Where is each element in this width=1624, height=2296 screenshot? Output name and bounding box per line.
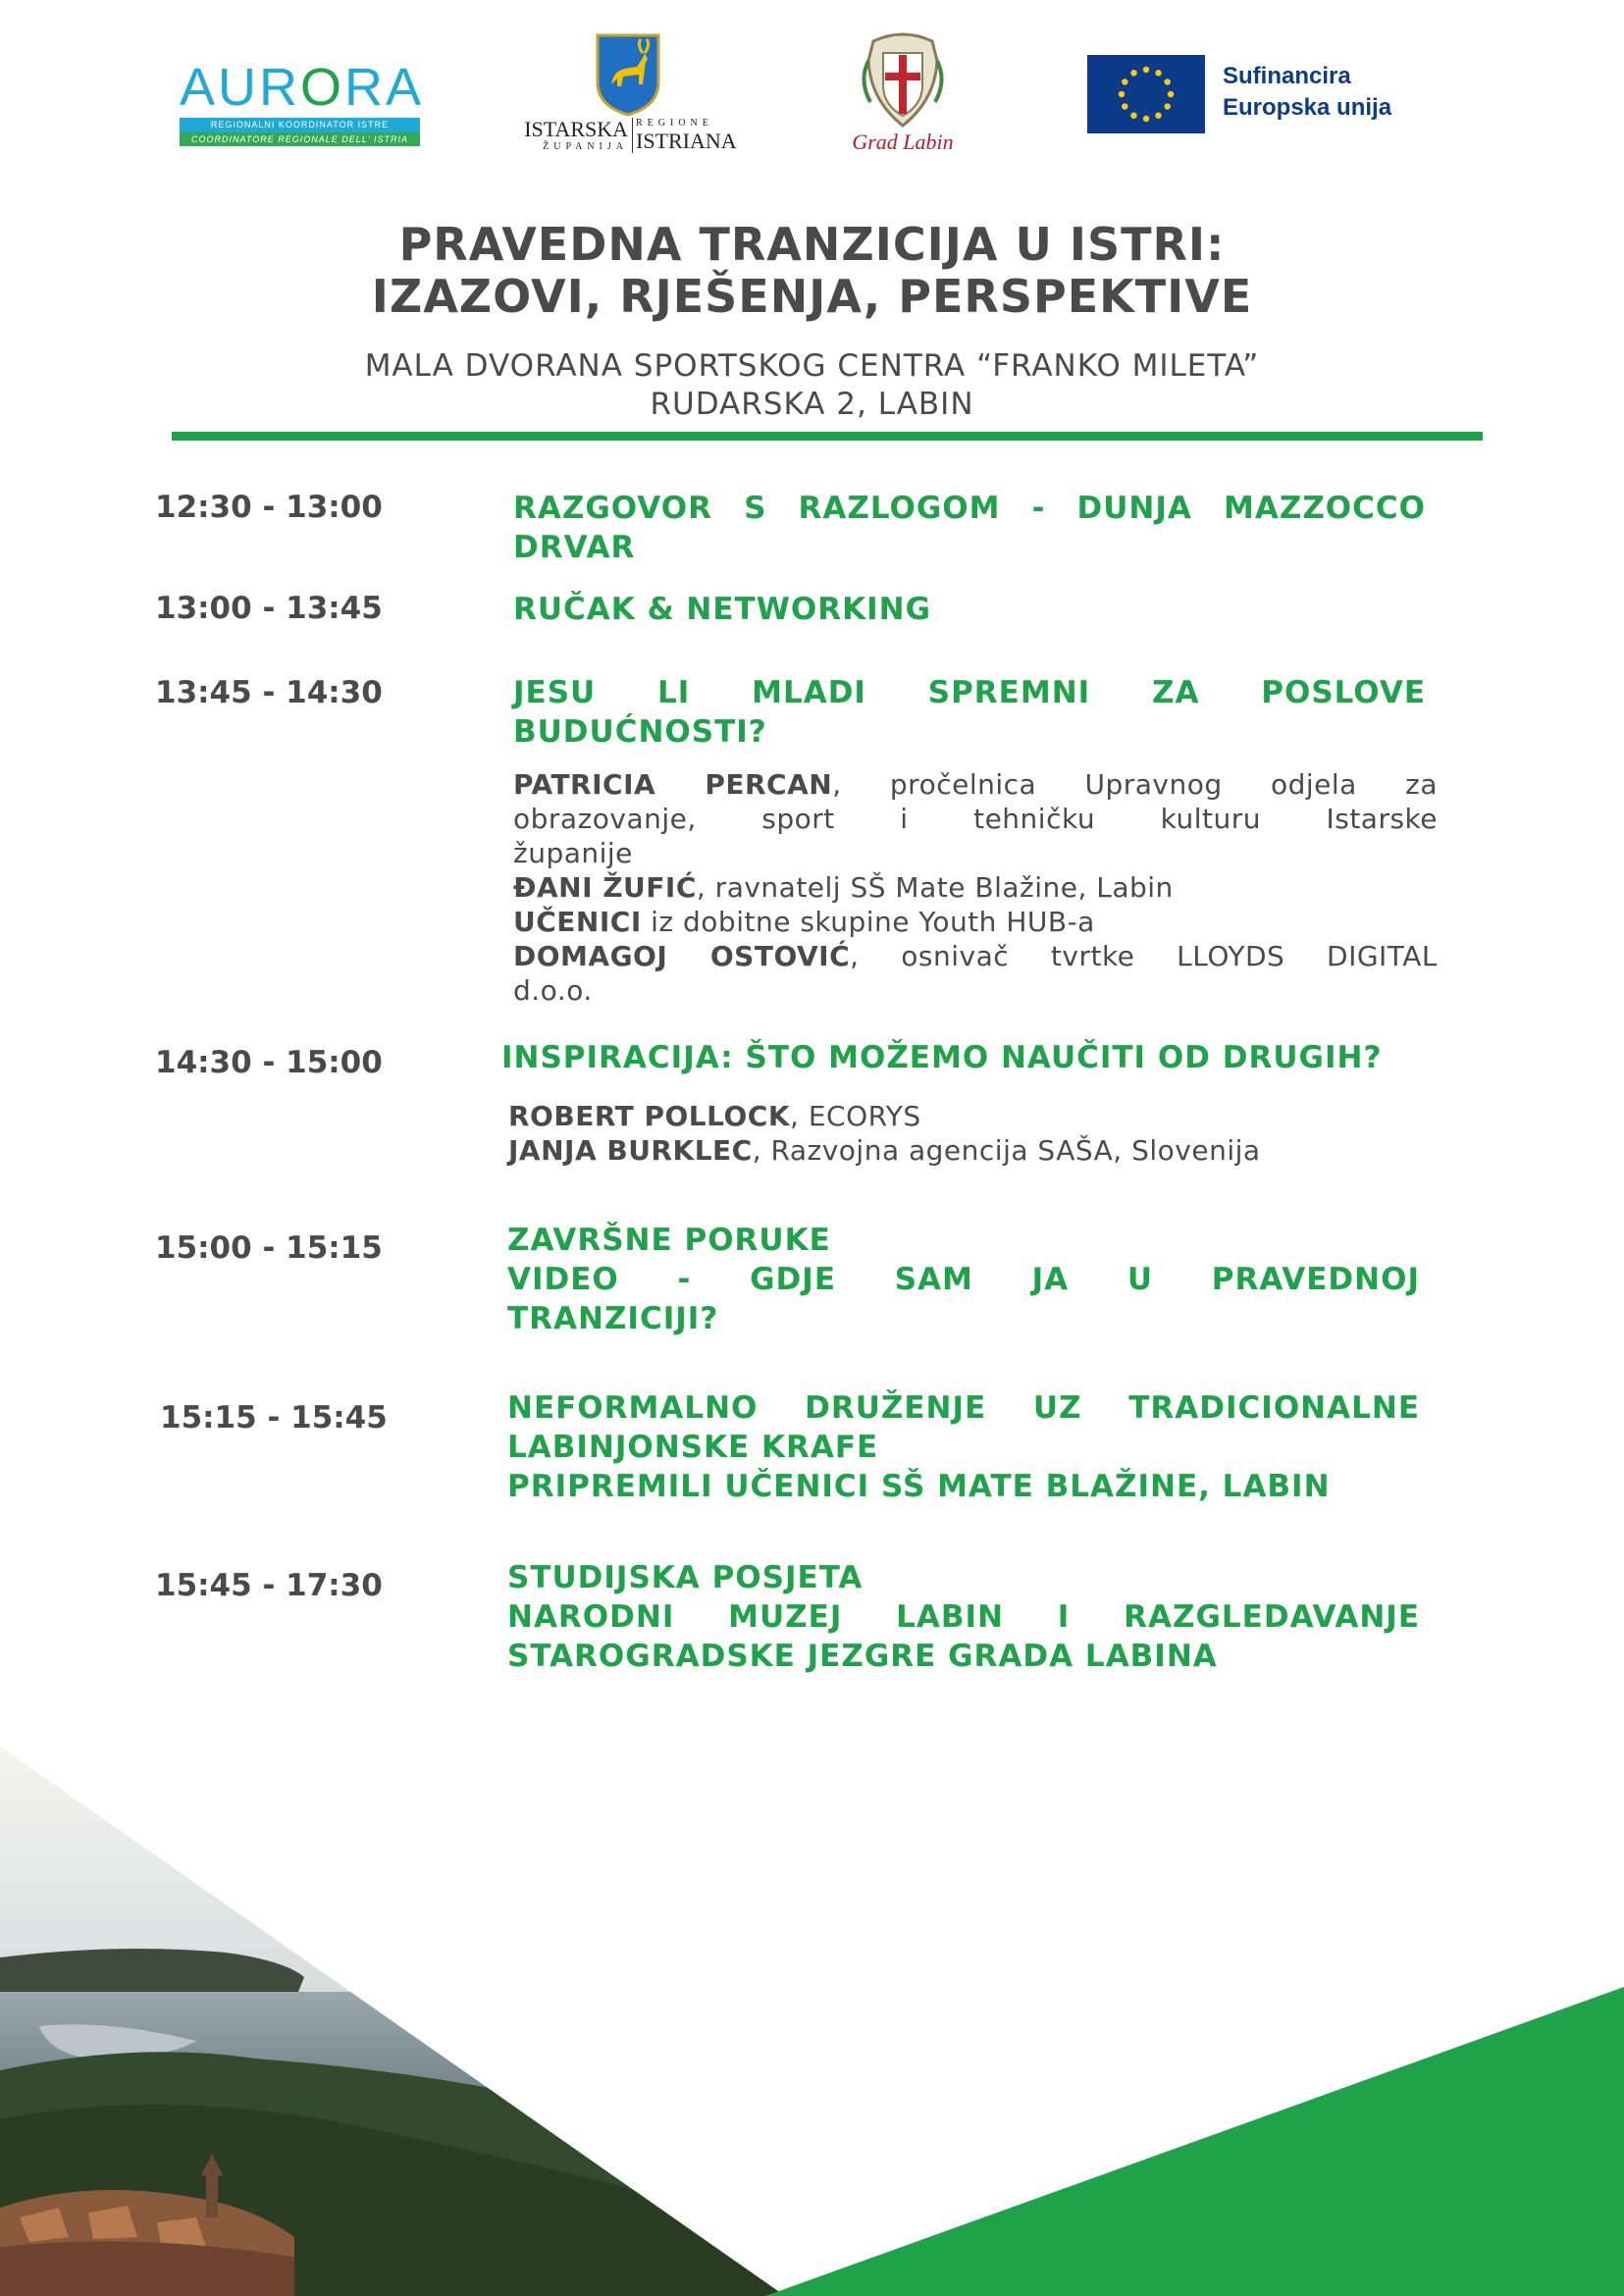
istria-separator bbox=[632, 118, 633, 153]
eu-star-icon bbox=[1165, 78, 1171, 84]
eu-star-icon bbox=[1143, 116, 1149, 122]
eu-star-icon bbox=[1143, 67, 1149, 73]
venue-line1: MALA DVORANA SPORTSKOG CENTRA “FRANKO MILETA” bbox=[364, 348, 1260, 384]
agenda-title-line: NARODNI MUZEJ LABIN I RAZGLEDAVANJE bbox=[507, 1599, 1420, 1635]
aurora-word-end: RA bbox=[344, 58, 425, 117]
agenda-item-title bbox=[507, 1221, 1420, 1260]
speaker-line bbox=[508, 1099, 1433, 1133]
speaker-name: PATRICIA PERCAN bbox=[513, 768, 833, 801]
speaker-role: , ECORYS bbox=[790, 1100, 921, 1132]
aurora-tagline-hr: REGIONALNI KOORDINATOR ISTRE bbox=[180, 118, 420, 132]
eu-star-icon bbox=[1155, 113, 1161, 119]
speaker-name: ĐANI ŽUFIĆ bbox=[513, 871, 697, 904]
agenda-item-title-cont bbox=[507, 1428, 1420, 1506]
agenda-item-title-cont bbox=[513, 528, 1426, 567]
labin-coat-of-arms-icon bbox=[849, 31, 957, 130]
event-title-line2: IZAZOVI, RJEŠENJA, PERSPEKTIVE bbox=[371, 270, 1253, 323]
agenda-title-line: JESU LI MLADI SPREMNI ZA POSLOVE bbox=[513, 675, 1426, 710]
agenda-time: 12:30 - 13:00 bbox=[155, 490, 383, 525]
agenda-time: 15:45 - 17:30 bbox=[155, 1568, 383, 1603]
aurora-tagline-it: COORDINATORE REGIONALE DELL' ISTRIA bbox=[180, 132, 420, 146]
agenda-speakers bbox=[508, 1099, 1433, 1168]
speaker-role-cont: d.o.o. bbox=[513, 974, 593, 1007]
agenda-title-line: LABINJONSKE KRAFE bbox=[507, 1430, 879, 1465]
speaker-role: , pročelnica Upravnog odjela za bbox=[832, 768, 1438, 801]
speaker-role-cont: obrazovanje, sport i tehničku kulturu Istarske bbox=[513, 803, 1438, 835]
agenda-item-title-cont bbox=[513, 712, 1426, 752]
agenda-title-line: TRANZICIJI? bbox=[507, 1301, 719, 1336]
agenda-item-title-cont bbox=[507, 1260, 1420, 1299]
aurora-word-o: O bbox=[300, 58, 345, 117]
istria-left-text bbox=[510, 118, 628, 153]
agenda-title-line: RUČAK & NETWORKING bbox=[513, 592, 932, 627]
speaker-line bbox=[513, 905, 1438, 939]
eu-star-icon bbox=[1155, 70, 1161, 76]
venue-line2: RUDARSKA 2, LABIN bbox=[650, 387, 974, 422]
agenda-item-title-cont bbox=[507, 1299, 1420, 1338]
istria-right-small: REGIONE bbox=[636, 118, 713, 129]
istria-county-logo bbox=[510, 33, 751, 156]
speaker-name: ROBERT POLLOCK bbox=[508, 1100, 791, 1132]
agenda-title-line: INSPIRACIJA: ŠTO MOŽEMO NAUČITI OD DRUGIH? bbox=[501, 1040, 1383, 1075]
speaker-role: , Razvojna agencija SAŠA, Slovenija bbox=[752, 1134, 1261, 1167]
speaker-role: , ravnatelj SŠ Mate Blažine, Labin bbox=[696, 871, 1174, 904]
agenda-title-line: ZAVRŠNE PORUKE bbox=[507, 1223, 831, 1258]
istria-wordmark bbox=[510, 118, 751, 157]
speaker-name: DOMAGOJ OSTOVIĆ bbox=[513, 940, 851, 972]
eu-star-icon bbox=[1122, 78, 1127, 84]
aurora-logo bbox=[180, 58, 425, 151]
eu-star-icon bbox=[1119, 91, 1125, 97]
agenda-item-title bbox=[507, 1558, 1420, 1597]
eu-cofinanced-logo bbox=[1087, 55, 1421, 133]
eu-star-icon bbox=[1130, 113, 1136, 119]
agenda-item-title bbox=[513, 489, 1426, 528]
agenda-time: 15:15 - 15:45 bbox=[160, 1400, 388, 1435]
agenda-time: 13:00 - 13:45 bbox=[155, 591, 383, 626]
eu-star-icon bbox=[1122, 103, 1127, 109]
aurora-wordmark bbox=[180, 58, 425, 117]
istria-left-sub: ŽUPANIJA bbox=[543, 141, 628, 152]
eu-text bbox=[1223, 61, 1391, 124]
agenda-item-title-cont bbox=[507, 1637, 1420, 1676]
agenda-item-title-cont bbox=[507, 1597, 1420, 1637]
istria-left-big: ISTARSKA bbox=[524, 117, 628, 141]
istria-right-big: ISTRIANA bbox=[636, 129, 737, 153]
agenda-title-line: VIDEO - GDJE SAM JA U PRAVEDNOJ bbox=[507, 1262, 1420, 1297]
green-corner-band bbox=[765, 1987, 1624, 2296]
agenda-title-line: RAZGOVOR S RAZLOGOM - DUNJA MAZZOCCO bbox=[513, 491, 1426, 526]
agenda-time: 14:30 - 15:00 bbox=[155, 1045, 383, 1080]
agenda-title-line: BUDUĆNOSTI? bbox=[513, 714, 767, 750]
eu-star-icon bbox=[1130, 70, 1136, 76]
eu-star-icon bbox=[1168, 91, 1174, 97]
agenda-title-line: STUDIJSKA POSJETA bbox=[507, 1560, 864, 1595]
agenda-time: 15:00 - 15:15 bbox=[155, 1230, 383, 1266]
agenda-speakers bbox=[513, 767, 1438, 1008]
eu-text-line2: Europska unija bbox=[1223, 94, 1392, 121]
speaker-line bbox=[513, 870, 1438, 905]
heading-divider bbox=[172, 432, 1483, 441]
eu-flag-icon bbox=[1087, 55, 1205, 133]
agenda-time: 13:45 - 14:30 bbox=[155, 675, 383, 710]
speaker-role-cont: županije bbox=[513, 837, 633, 869]
istria-right-text bbox=[636, 118, 754, 153]
aurora-word-part: AUR bbox=[180, 58, 301, 117]
speaker-line bbox=[508, 1133, 1433, 1168]
agenda-title-line: STAROGRADSKE JEZGRE GRADA LABINA bbox=[507, 1639, 1218, 1674]
speaker-role: iz dobitne skupine Youth HUB-a bbox=[641, 906, 1095, 938]
landscape-photo-footer bbox=[0, 1747, 1624, 2296]
agenda-title-line: DRVAR bbox=[513, 530, 636, 565]
labin-city-logo bbox=[849, 31, 957, 157]
event-title-line1: PRAVEDNA TRANZICIJA U ISTRI: bbox=[398, 218, 1226, 271]
agenda-item-title bbox=[513, 673, 1426, 712]
eu-text-line1: Sufinancira bbox=[1223, 63, 1351, 89]
agenda-title-line: NEFORMALNO DRUŽENJE UZ TRADICIONALNE bbox=[507, 1390, 1420, 1426]
agenda-item-title bbox=[513, 590, 1426, 629]
speaker-name: UČENICI bbox=[513, 906, 642, 938]
agenda-item-title bbox=[501, 1038, 1443, 1077]
agenda-title-line: PRIPREMILI UČENICI SŠ MATE BLAŽINE, LABIN bbox=[507, 1469, 1331, 1504]
istria-goat-shield-icon bbox=[594, 33, 662, 117]
agenda-item-title bbox=[507, 1388, 1420, 1428]
speaker-name: JANJA BURKLEC bbox=[508, 1134, 753, 1167]
labin-city-name: Grad Labin bbox=[852, 130, 954, 154]
speaker-line bbox=[513, 767, 1438, 802]
speaker-role: , osnivač tvrtke LLOYDS DIGITAL bbox=[850, 940, 1438, 972]
eu-star-icon bbox=[1165, 103, 1171, 109]
speaker-line bbox=[513, 939, 1438, 973]
photo-area bbox=[0, 1747, 883, 2296]
